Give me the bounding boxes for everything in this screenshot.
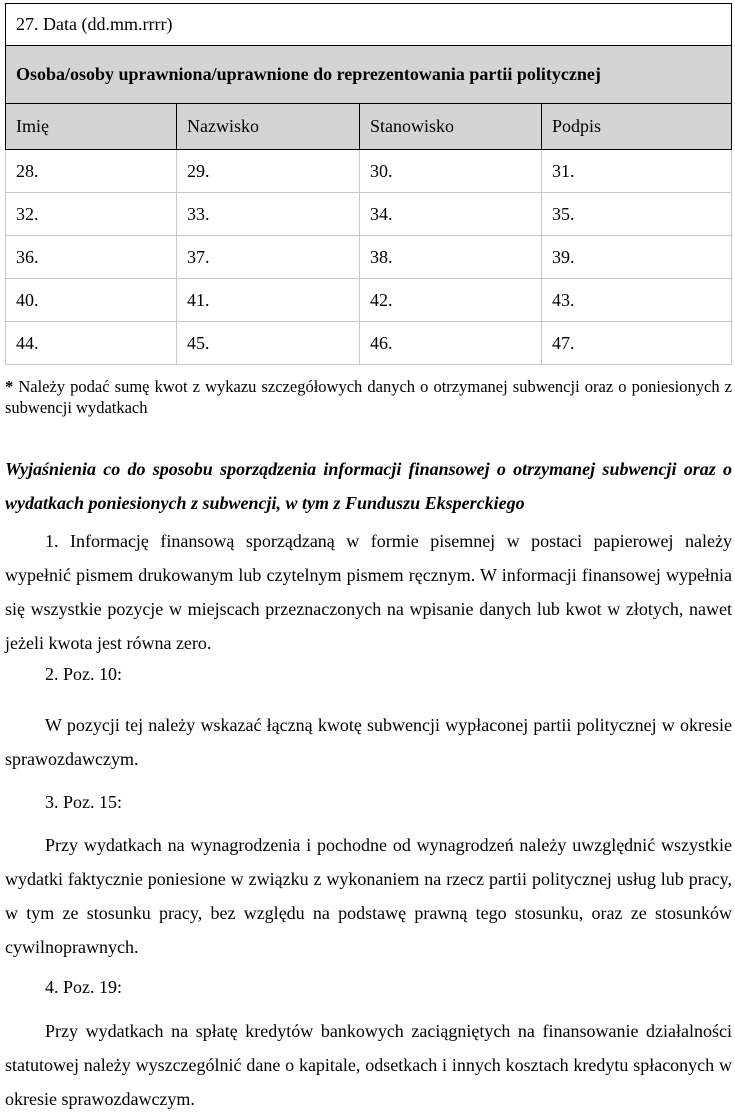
table-row [6, 279, 732, 322]
explanations-heading: Wyjaśnienia co do sposobu sporządzenia informacji finansowej o otrzymanej subwencji oraz o wydatkach poniesionych z subwencji, w tym z Funduszu Eksperckiego [5, 459, 732, 513]
signature-cell[interactable]: 39. [542, 236, 732, 279]
paragraph-2: W pozycji tej należy wskazać łączną kwotę subwencji wypłaconej partii politycznej w okresie sprawozdawczym. [5, 715, 732, 769]
signature-cell[interactable]: 31. [542, 150, 732, 193]
footnote-text: Należy podać sumę kwot z wykazu szczegółowych danych o otrzymanej subwencji oraz o poniesionych z subwencji wydatkach [5, 377, 732, 417]
position-cell[interactable]: 38. [360, 236, 542, 279]
signature-cell[interactable]: 47. [542, 322, 732, 365]
last-name-cell[interactable]: 29. [177, 150, 360, 193]
first-name-cell[interactable]: 28. [6, 150, 177, 193]
representatives-table [5, 3, 732, 365]
paragraph-3-label: 3. Poz. 15: [45, 792, 123, 812]
footnote [5, 376, 732, 418]
paragraph-3: Przy wydatkach na wynagrodzenia i pochodne od wynagrodzeń należy uwzględnić wszystkie wydatki faktycznie poniesione w związku z wykonaniem na rzecz partii politycznej usług lub pracy, w tym ze stosunku pracy, bez względu na podstawę prawną tego stosunku, oraz ze stosunków cywilnoprawnych. [5, 835, 732, 957]
signature-cell[interactable]: 35. [542, 193, 732, 236]
position-cell[interactable]: 34. [360, 193, 542, 236]
section-title: Osoba/osoby uprawniona/uprawnione do reprezentowania partii politycznej [6, 46, 732, 104]
column-header-signature: Podpis [542, 104, 732, 150]
signature-cell[interactable]: 43. [542, 279, 732, 322]
position-cell[interactable]: 30. [360, 150, 542, 193]
first-name-cell[interactable]: 40. [6, 279, 177, 322]
date-row [6, 4, 732, 46]
table-row [6, 193, 732, 236]
footnote-asterisk: * [5, 377, 14, 396]
paragraph-2-label: 2. Poz. 10: [45, 664, 123, 684]
last-name-cell[interactable]: 37. [177, 236, 360, 279]
last-name-cell[interactable]: 41. [177, 279, 360, 322]
paragraph-4-label: 4. Poz. 19: [45, 977, 123, 997]
first-name-cell[interactable]: 32. [6, 193, 177, 236]
last-name-cell[interactable]: 33. [177, 193, 360, 236]
table-row [6, 150, 732, 193]
table-row [6, 322, 732, 365]
section-row [6, 46, 732, 104]
first-name-cell[interactable]: 44. [6, 322, 177, 365]
paragraph-4: Przy wydatkach na spłatę kredytów bankowych zaciągniętych na finansowanie działalności statutowej należy wyszczególnić dane o kapitale, odsetkach i innych kosztach kredytu spłaconych w okresie sprawozdawczym. [5, 1021, 732, 1109]
position-cell[interactable]: 46. [360, 322, 542, 365]
column-header-first-name: Imię [6, 104, 177, 150]
column-header-position: Stanowisko [360, 104, 542, 150]
position-cell[interactable]: 42. [360, 279, 542, 322]
header-row [6, 104, 732, 150]
paragraph-1: 1. Informację finansową sporządzaną w formie pisemnej w postaci papierowej należy wypełnić pismem drukowanym lub czytelnym pismem ręcznym. W informacji finansowej wypełnia się wszystkie pozycje w miejscach przeznaczonych na wpisanie danych lub kwot w złotych, nawet jeżeli kwota jest równa zero. [5, 531, 732, 653]
column-header-last-name: Nazwisko [177, 104, 360, 150]
table-row [6, 236, 732, 279]
date-field[interactable]: 27. Data (dd.mm.rrrr) [6, 4, 732, 46]
first-name-cell[interactable]: 36. [6, 236, 177, 279]
last-name-cell[interactable]: 45. [177, 322, 360, 365]
